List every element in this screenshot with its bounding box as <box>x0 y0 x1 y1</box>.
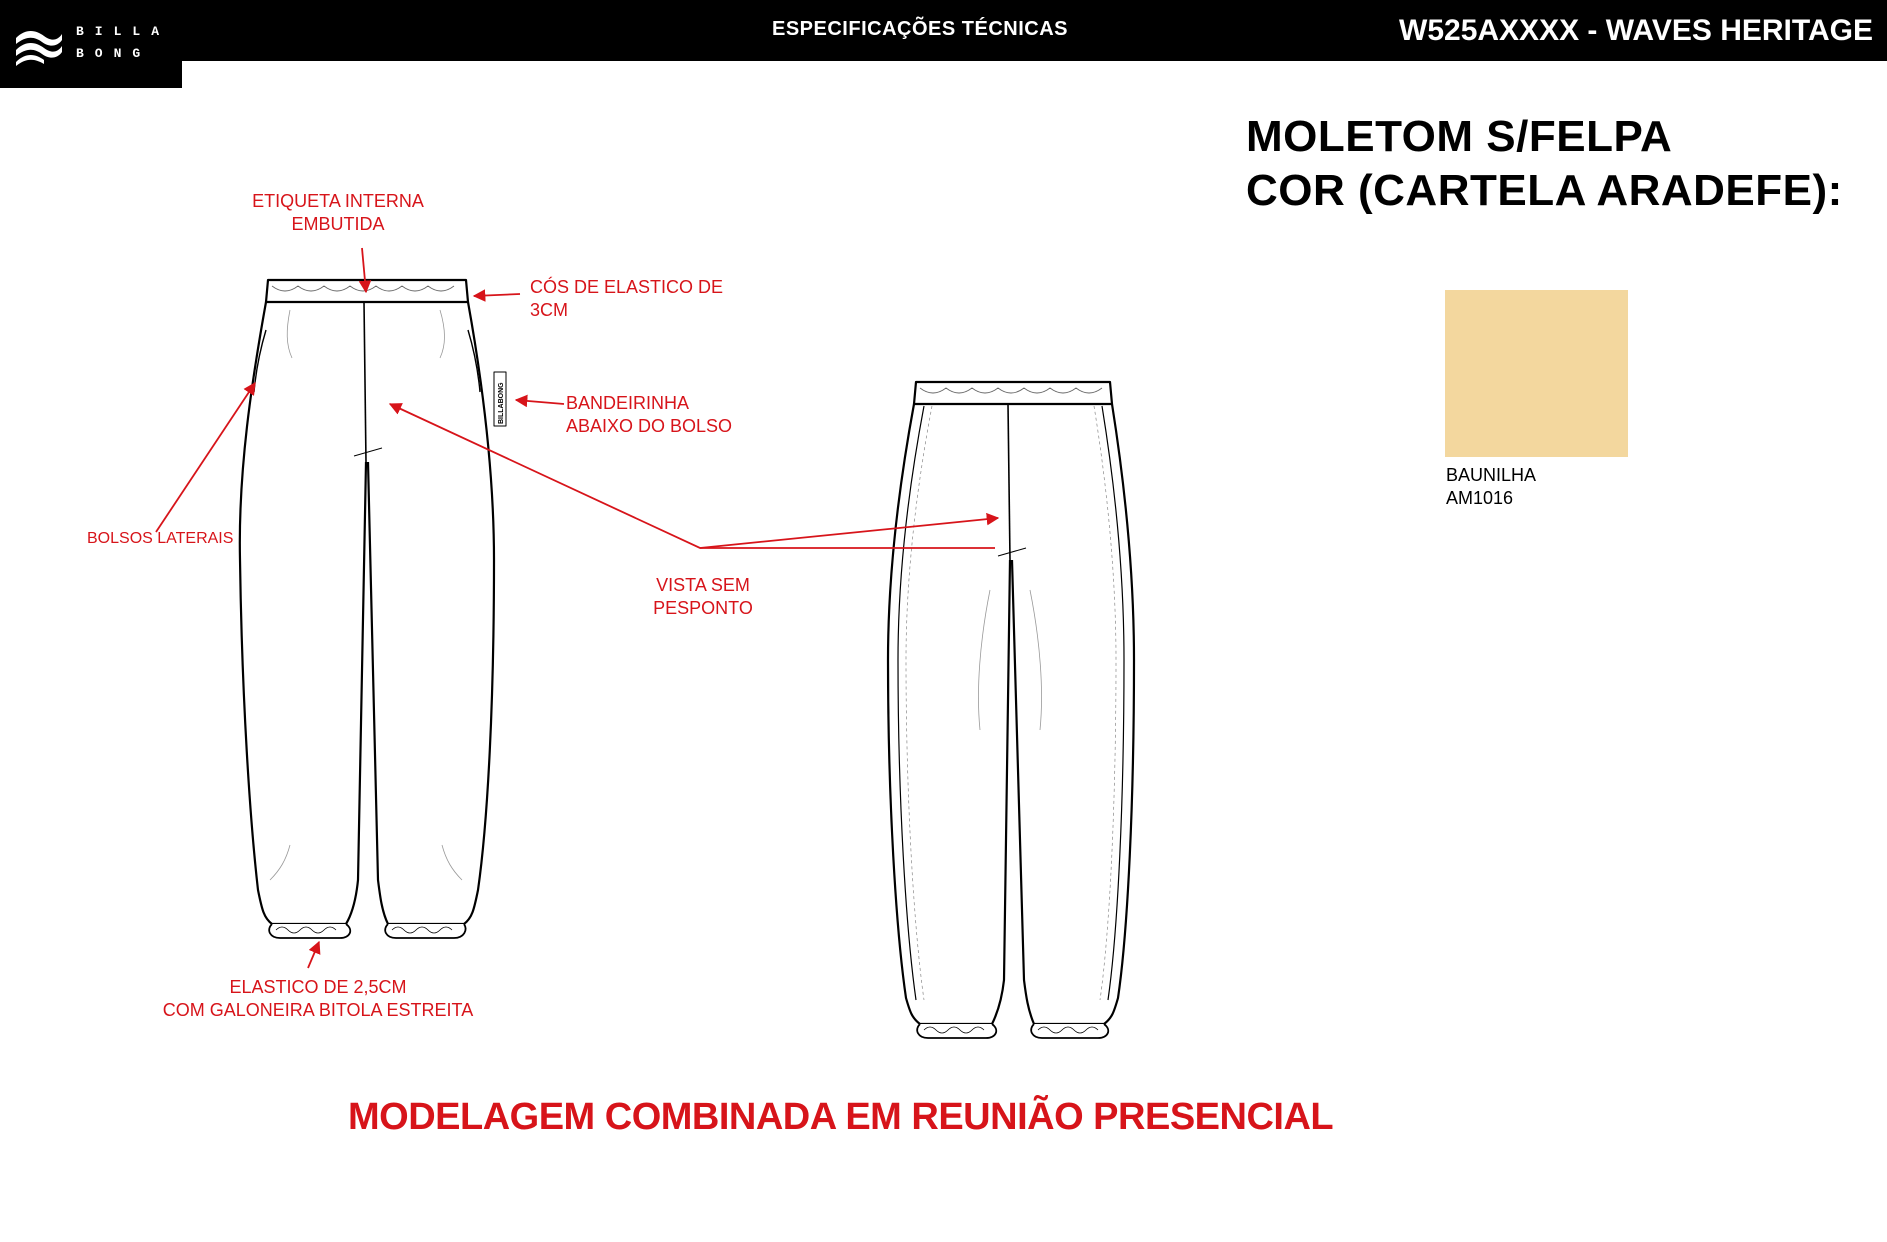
logo-word-line1: BILLA <box>76 24 171 39</box>
product-code: W525AXXXX - WAVES HERITAGE <box>1399 14 1873 47</box>
pockets-annotation: BOLSOS LATERAIS <box>87 530 234 547</box>
annotation-arrows <box>156 248 998 968</box>
fly-line2: PESPONTO <box>653 598 753 618</box>
fabric-title: MOLETOM S/FELPA <box>1246 112 1673 161</box>
logo-word-line2: BONG <box>76 46 152 61</box>
cuff-line1: ELASTICO DE 2,5CM <box>229 977 407 997</box>
front-pants-sketch <box>240 280 506 938</box>
flag-logo-label: BILLABONG <box>498 382 505 424</box>
label-tag-annotation <box>238 190 438 236</box>
bottom-note: MODELAGEM COMBINADA EM REUNIÃO PRESENCIAL <box>348 1096 1334 1138</box>
color-name: BAUNILHA <box>1446 465 1537 485</box>
color-code: AM1016 <box>1446 488 1514 508</box>
label-tag-line1: ETIQUETA INTERNA <box>252 191 424 211</box>
waistband-annotation <box>530 276 723 322</box>
cuff-annotation <box>158 976 478 1022</box>
waistband-line1: CÓS DE ELASTICO DE <box>530 277 724 297</box>
back-pants-sketch <box>888 382 1134 1038</box>
section-title: ESPECIFICAÇÕES TÉCNICAS <box>772 18 1068 40</box>
flag-line1: BANDEIRINHA <box>566 393 690 413</box>
flag-annotation <box>566 392 732 438</box>
cuff-line2: COM GALONEIRA BITOLA ESTREITA <box>162 1000 474 1020</box>
fly-annotation <box>630 574 776 620</box>
color-chart-title: COR (CARTELA ARADEFE): <box>1246 166 1843 215</box>
fly-line1: VISTA SEM <box>656 575 750 595</box>
label-tag-line2: EMBUTIDA <box>291 214 385 234</box>
waistband-line2: 3CM <box>530 300 569 320</box>
flag-line2: ABAIXO DO BOLSO <box>566 416 733 436</box>
